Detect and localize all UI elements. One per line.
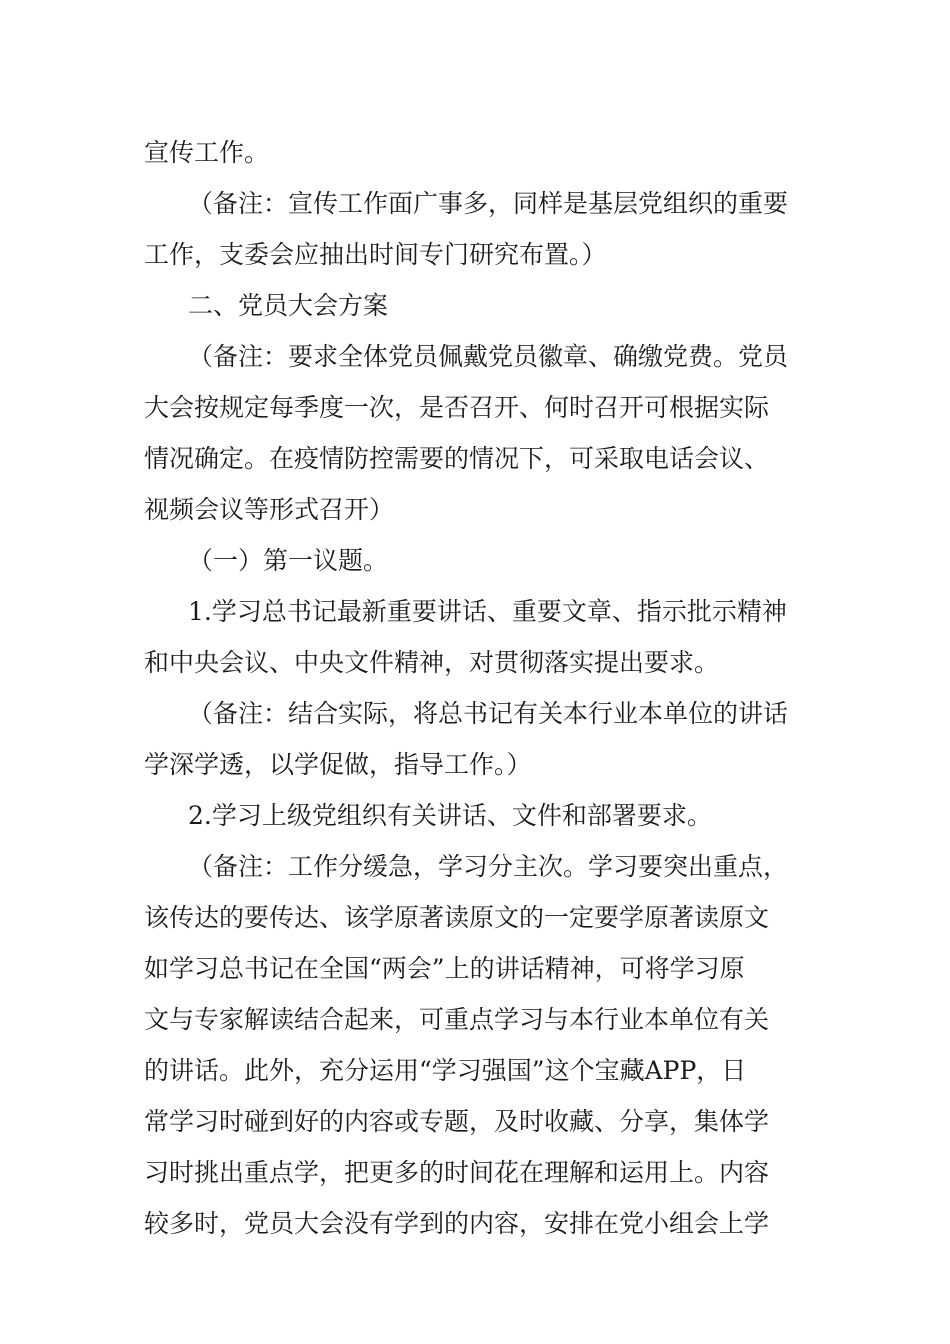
text-line: 工作，支委会应抽出时间专门研究布置。） <box>144 240 607 269</box>
text-line: 2.学习上级党组织有关讲话、文件和部署要求。 <box>188 801 712 830</box>
text-line: 如学习总书记在全国“两会”上的讲话精神，可将学习原 <box>144 954 745 983</box>
text-line: 和中央会议、中央文件精神，对贯彻落实提出要求。 <box>144 648 720 677</box>
subsection-heading: （一）第一议题。 <box>188 546 389 575</box>
text-line: 视频会议等形式召开） <box>144 495 395 524</box>
text-line: 情况确定。在疫情防控需要的情况下，可采取电话会议、 <box>144 444 770 473</box>
text-line: 习时挑出重点学，把更多的时间花在理解和运用上。内容 <box>144 1158 770 1187</box>
text-line: 学深学透，以学促做，指导工作。） <box>144 750 532 779</box>
text-line: 的讲话。此外，充分运用“学习强国”这个宝藏APP，日 <box>144 1056 747 1085</box>
section-heading: 二、党员大会方案 <box>188 291 389 320</box>
text-line: 文与专家解读结合起来，可重点学习与本行业本单位有关 <box>144 1005 770 1034</box>
text-line: 该传达的要传达、该学原著读原文的一定要学原著读原文 <box>144 903 770 932</box>
text-line: 较多时，党员大会没有学到的内容，安排在党小组会上学 <box>144 1209 770 1238</box>
text-line: （备注：宣传工作面广事多，同样是基层党组织的重要 <box>188 189 789 218</box>
text-line: （备注：工作分缓急，学习分主次。学习要突出重点， <box>188 852 789 881</box>
document-body <box>144 127 809 1249</box>
text-line: 常学习时碰到好的内容或专题，及时收藏、分享，集体学 <box>144 1107 770 1136</box>
text-line: （备注：结合实际，将总书记有关本行业本单位的讲话 <box>188 699 789 728</box>
text-line: 1.学习总书记最新重要讲话、重要文章、指示批示精神 <box>188 597 787 626</box>
text-line: 宣传工作。 <box>144 138 270 167</box>
text-line: 大会按规定每季度一次，是否召开、何时召开可根据实际 <box>144 393 770 422</box>
text-line: （备注：要求全体党员佩戴党员徽章、确缴党费。党员 <box>188 342 789 371</box>
